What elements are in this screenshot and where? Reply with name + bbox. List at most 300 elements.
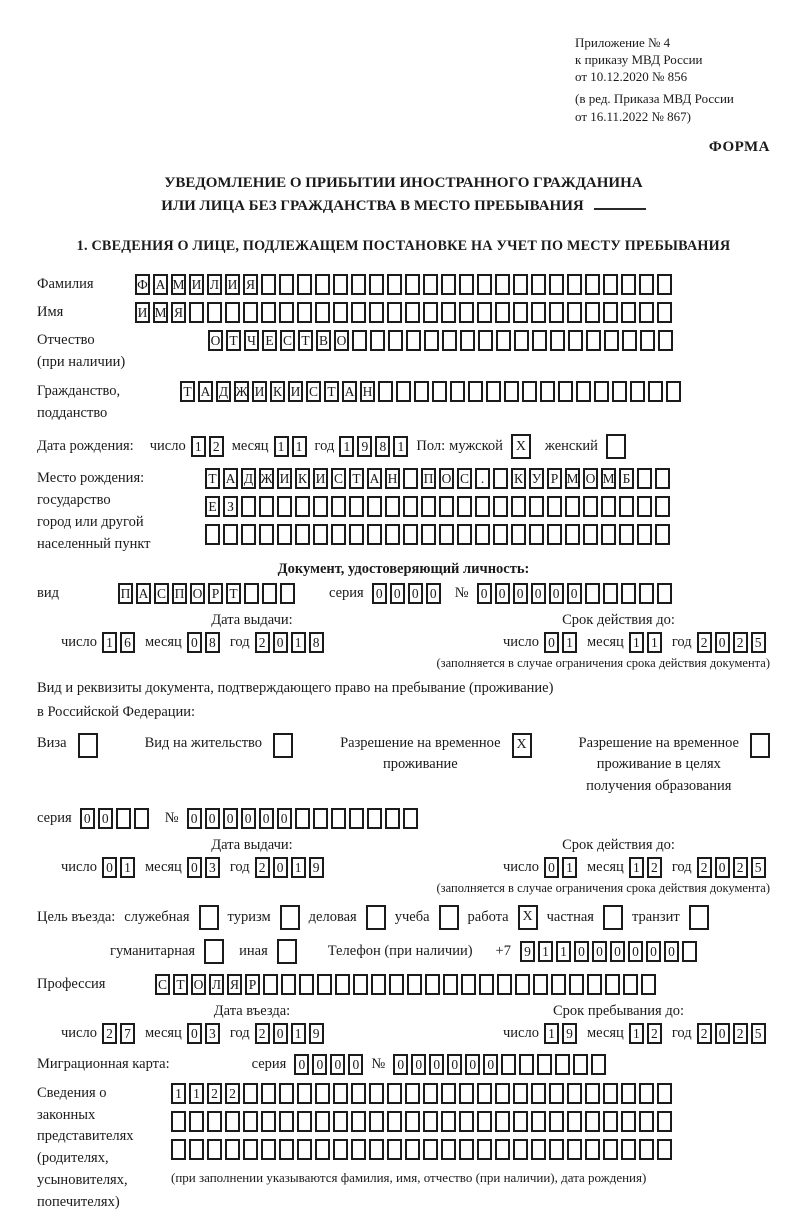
char-box[interactable]	[622, 330, 637, 351]
char-box[interactable]	[349, 496, 364, 517]
char-box[interactable]	[532, 330, 547, 351]
char-box[interactable]	[207, 1139, 222, 1160]
char-box[interactable]	[439, 905, 459, 930]
char-box[interactable]	[385, 524, 400, 545]
char-box[interactable]	[576, 381, 591, 402]
char-box[interactable]	[423, 1111, 438, 1132]
char-box[interactable]	[243, 1139, 258, 1160]
char-box[interactable]: 2	[102, 1023, 117, 1044]
char-box[interactable]: С	[280, 330, 295, 351]
char-box[interactable]: 0	[411, 1054, 426, 1075]
entry-month-boxes[interactable]	[187, 1023, 220, 1044]
representatives-boxes-row2[interactable]	[171, 1111, 672, 1132]
char-box[interactable]	[259, 524, 274, 545]
char-box[interactable]	[403, 524, 418, 545]
char-box[interactable]	[403, 808, 418, 829]
stay-day-boxes[interactable]	[544, 1023, 577, 1044]
char-box[interactable]	[460, 330, 475, 351]
migration-series-boxes[interactable]	[294, 1054, 363, 1075]
char-box[interactable]: П	[118, 583, 133, 604]
char-box[interactable]	[297, 274, 312, 295]
char-box[interactable]	[134, 808, 149, 829]
patronymic-boxes[interactable]	[208, 330, 673, 351]
char-box[interactable]	[333, 274, 348, 295]
char-box[interactable]	[619, 524, 634, 545]
char-box[interactable]: 9	[562, 1023, 577, 1044]
char-box[interactable]: М	[153, 302, 168, 323]
char-box[interactable]	[459, 1083, 474, 1104]
char-box[interactable]	[666, 381, 681, 402]
char-box[interactable]	[385, 496, 400, 517]
char-box[interactable]	[205, 524, 220, 545]
char-box[interactable]	[468, 381, 483, 402]
char-box[interactable]	[171, 1139, 186, 1160]
char-box[interactable]	[568, 330, 583, 351]
char-box[interactable]: А	[198, 381, 213, 402]
char-box[interactable]: О	[208, 330, 223, 351]
char-box[interactable]	[603, 274, 618, 295]
char-box[interactable]: Н	[385, 468, 400, 489]
char-box[interactable]	[657, 1083, 672, 1104]
char-box[interactable]	[279, 1139, 294, 1160]
migration-number-boxes[interactable]	[393, 1054, 606, 1075]
char-box[interactable]	[547, 496, 562, 517]
char-box[interactable]: 1	[339, 436, 354, 457]
char-box[interactable]: 0	[273, 632, 288, 653]
char-box[interactable]	[587, 974, 602, 995]
char-box[interactable]	[478, 330, 493, 351]
char-box[interactable]	[262, 583, 277, 604]
char-box[interactable]	[421, 496, 436, 517]
char-box[interactable]: 0	[408, 583, 423, 604]
char-box[interactable]: Ж	[259, 468, 274, 489]
char-box[interactable]: 0	[98, 808, 113, 829]
char-box[interactable]: О	[191, 974, 206, 995]
char-box[interactable]	[549, 302, 564, 323]
char-box[interactable]: 1	[647, 632, 662, 653]
char-box[interactable]: 0	[187, 632, 202, 653]
char-box[interactable]: Я	[243, 274, 258, 295]
char-box[interactable]	[78, 733, 98, 758]
char-box[interactable]	[511, 496, 526, 517]
char-box[interactable]: Н	[360, 381, 375, 402]
char-box[interactable]	[639, 302, 654, 323]
entry-year-boxes[interactable]	[255, 1023, 324, 1044]
char-box[interactable]	[315, 302, 330, 323]
res-series-boxes[interactable]	[80, 808, 149, 829]
char-box[interactable]: Д	[216, 381, 231, 402]
char-box[interactable]	[261, 274, 276, 295]
char-box[interactable]	[423, 302, 438, 323]
char-box[interactable]	[529, 496, 544, 517]
char-box[interactable]: А	[367, 468, 382, 489]
char-box[interactable]	[513, 1111, 528, 1132]
res-issue-day-boxes[interactable]	[102, 857, 135, 878]
char-box[interactable]: И	[277, 468, 292, 489]
char-box[interactable]	[630, 381, 645, 402]
char-box[interactable]: 0	[549, 583, 564, 604]
char-box[interactable]: 0	[241, 808, 256, 829]
char-box[interactable]	[351, 1083, 366, 1104]
char-box[interactable]: А	[136, 583, 151, 604]
char-box[interactable]	[263, 974, 278, 995]
char-box[interactable]	[639, 274, 654, 295]
char-box[interactable]: Р	[245, 974, 260, 995]
res-issue-month-boxes[interactable]	[187, 857, 220, 878]
char-box[interactable]	[424, 330, 439, 351]
char-box[interactable]	[432, 381, 447, 402]
char-box[interactable]	[273, 733, 293, 758]
char-box[interactable]: 9	[520, 941, 535, 962]
char-box[interactable]	[277, 496, 292, 517]
char-box[interactable]	[477, 1111, 492, 1132]
char-box[interactable]: М	[601, 468, 616, 489]
char-box[interactable]	[315, 274, 330, 295]
char-box[interactable]: 9	[309, 1023, 324, 1044]
char-box[interactable]	[406, 330, 421, 351]
char-box[interactable]: Т	[226, 583, 241, 604]
char-box[interactable]	[639, 1083, 654, 1104]
char-box[interactable]: 1	[556, 941, 571, 962]
char-box[interactable]: 1	[291, 1023, 306, 1044]
char-box[interactable]	[601, 524, 616, 545]
char-box[interactable]: П	[172, 583, 187, 604]
char-box[interactable]: 1	[171, 1083, 186, 1104]
stay-month-boxes[interactable]	[629, 1023, 662, 1044]
char-box[interactable]	[549, 274, 564, 295]
char-box[interactable]	[261, 1111, 276, 1132]
char-box[interactable]	[441, 1083, 456, 1104]
char-box[interactable]: 0	[531, 583, 546, 604]
char-box[interactable]: 0	[102, 857, 117, 878]
char-box[interactable]	[295, 808, 310, 829]
char-box[interactable]	[555, 1054, 570, 1075]
char-box[interactable]	[351, 1111, 366, 1132]
char-box[interactable]: 0	[592, 941, 607, 962]
char-box[interactable]	[537, 1054, 552, 1075]
char-box[interactable]	[335, 974, 350, 995]
char-box[interactable]: 0	[273, 1023, 288, 1044]
char-box[interactable]	[621, 1111, 636, 1132]
char-box[interactable]	[583, 524, 598, 545]
issue-month-boxes[interactable]	[187, 632, 220, 653]
char-box[interactable]	[531, 1139, 546, 1160]
char-box[interactable]: 0	[465, 1054, 480, 1075]
char-box[interactable]: Т	[324, 381, 339, 402]
char-box[interactable]: Т	[349, 468, 364, 489]
char-box[interactable]	[493, 496, 508, 517]
char-box[interactable]	[457, 524, 472, 545]
char-box[interactable]	[297, 1083, 312, 1104]
char-box[interactable]: С	[154, 583, 169, 604]
char-box[interactable]: Д	[241, 468, 256, 489]
char-box[interactable]	[637, 524, 652, 545]
char-box[interactable]	[207, 302, 222, 323]
char-box[interactable]: 1	[189, 1083, 204, 1104]
char-box[interactable]	[513, 302, 528, 323]
char-box[interactable]	[603, 302, 618, 323]
char-box[interactable]	[586, 330, 601, 351]
char-box[interactable]	[639, 583, 654, 604]
char-box[interactable]: 8	[375, 436, 390, 457]
char-box[interactable]	[639, 1111, 654, 1132]
char-box[interactable]	[567, 1111, 582, 1132]
char-box[interactable]	[333, 1111, 348, 1132]
doc-series-boxes[interactable]	[372, 583, 441, 604]
char-box[interactable]: 5	[751, 632, 766, 653]
char-box[interactable]	[385, 808, 400, 829]
char-box[interactable]	[504, 381, 519, 402]
char-box[interactable]: 0	[259, 808, 274, 829]
char-box[interactable]	[495, 302, 510, 323]
char-box[interactable]: 7	[120, 1023, 135, 1044]
char-box[interactable]	[477, 1083, 492, 1104]
char-box[interactable]: 3	[205, 857, 220, 878]
char-box[interactable]	[295, 524, 310, 545]
profession-boxes[interactable]	[155, 974, 656, 995]
char-box[interactable]: К	[511, 468, 526, 489]
char-box[interactable]	[199, 905, 219, 930]
char-box[interactable]	[225, 1139, 240, 1160]
char-box[interactable]: Р	[547, 468, 562, 489]
char-box[interactable]	[612, 381, 627, 402]
char-box[interactable]: 2	[697, 632, 712, 653]
char-box[interactable]	[621, 583, 636, 604]
char-box[interactable]: И	[313, 468, 328, 489]
char-box[interactable]: X	[511, 434, 531, 459]
char-box[interactable]	[261, 302, 276, 323]
char-box[interactable]	[531, 1111, 546, 1132]
char-box[interactable]: 0	[483, 1054, 498, 1075]
char-box[interactable]	[519, 1054, 534, 1075]
char-box[interactable]	[396, 381, 411, 402]
char-box[interactable]: 1	[629, 632, 644, 653]
char-box[interactable]	[459, 302, 474, 323]
char-box[interactable]	[223, 524, 238, 545]
char-box[interactable]: Л	[207, 274, 222, 295]
char-box[interactable]	[603, 1111, 618, 1132]
char-box[interactable]	[331, 808, 346, 829]
char-box[interactable]	[501, 1054, 516, 1075]
res-issue-year-boxes[interactable]	[255, 857, 324, 878]
char-box[interactable]: 2	[209, 436, 224, 457]
char-box[interactable]	[439, 524, 454, 545]
char-box[interactable]: О	[439, 468, 454, 489]
entry-day-boxes[interactable]	[102, 1023, 135, 1044]
char-box[interactable]	[333, 1083, 348, 1104]
char-box[interactable]	[405, 274, 420, 295]
stay-year-boxes[interactable]	[697, 1023, 766, 1044]
char-box[interactable]: 6	[120, 632, 135, 653]
res-valid-day-boxes[interactable]	[544, 857, 577, 878]
char-box[interactable]	[648, 381, 663, 402]
char-box[interactable]	[423, 1083, 438, 1104]
char-box[interactable]	[567, 274, 582, 295]
char-box[interactable]	[369, 302, 384, 323]
char-box[interactable]: 0	[715, 632, 730, 653]
purpose-tourism-checkbox[interactable]	[280, 905, 300, 930]
char-box[interactable]	[423, 1139, 438, 1160]
char-box[interactable]: 1	[562, 857, 577, 878]
char-box[interactable]	[351, 274, 366, 295]
char-box[interactable]: 1	[562, 632, 577, 653]
char-box[interactable]: 2	[255, 857, 270, 878]
char-box[interactable]: 0	[205, 808, 220, 829]
char-box[interactable]	[689, 905, 709, 930]
char-box[interactable]	[531, 1083, 546, 1104]
char-box[interactable]: П	[421, 468, 436, 489]
char-box[interactable]: Т	[226, 330, 241, 351]
char-box[interactable]	[475, 524, 490, 545]
char-box[interactable]: 5	[751, 1023, 766, 1044]
char-box[interactable]: 0	[429, 1054, 444, 1075]
char-box[interactable]	[486, 381, 501, 402]
purpose-transit-checkbox[interactable]	[689, 905, 709, 930]
char-box[interactable]: 1	[102, 632, 117, 653]
valid-year-boxes[interactable]	[697, 632, 766, 653]
char-box[interactable]: Р	[208, 583, 223, 604]
char-box[interactable]	[241, 496, 256, 517]
char-box[interactable]	[387, 302, 402, 323]
char-box[interactable]: К	[270, 381, 285, 402]
char-box[interactable]	[513, 1083, 528, 1104]
char-box[interactable]	[641, 974, 656, 995]
char-box[interactable]	[425, 974, 440, 995]
char-box[interactable]	[204, 939, 224, 964]
char-box[interactable]	[621, 274, 636, 295]
char-box[interactable]	[299, 974, 314, 995]
char-box[interactable]	[567, 1139, 582, 1160]
char-box[interactable]	[189, 1111, 204, 1132]
char-box[interactable]: Е	[205, 496, 220, 517]
char-box[interactable]	[369, 1111, 384, 1132]
char-box[interactable]	[388, 330, 403, 351]
char-box[interactable]	[459, 274, 474, 295]
char-box[interactable]: 0	[574, 941, 589, 962]
purpose-humanitarian-checkbox[interactable]	[204, 939, 224, 964]
char-box[interactable]	[604, 330, 619, 351]
char-box[interactable]	[531, 274, 546, 295]
char-box[interactable]	[313, 808, 328, 829]
char-box[interactable]	[585, 1139, 600, 1160]
char-box[interactable]	[367, 496, 382, 517]
char-box[interactable]	[351, 1139, 366, 1160]
given-name-boxes[interactable]	[135, 302, 672, 323]
char-box[interactable]: 0	[567, 583, 582, 604]
gender-male-checkbox[interactable]	[511, 434, 531, 459]
temp-residence-checkbox[interactable]	[512, 733, 532, 758]
char-box[interactable]: 1	[292, 436, 307, 457]
char-box[interactable]: 9	[309, 857, 324, 878]
char-box[interactable]	[261, 1139, 276, 1160]
char-box[interactable]: 2	[733, 632, 748, 653]
char-box[interactable]	[366, 905, 386, 930]
char-box[interactable]	[657, 1139, 672, 1160]
char-box[interactable]: С	[155, 974, 170, 995]
char-box[interactable]	[533, 974, 548, 995]
char-box[interactable]	[605, 974, 620, 995]
res-valid-month-boxes[interactable]	[629, 857, 662, 878]
char-box[interactable]	[441, 1111, 456, 1132]
char-box[interactable]: 2	[207, 1083, 222, 1104]
char-box[interactable]	[279, 1083, 294, 1104]
char-box[interactable]	[477, 302, 492, 323]
char-box[interactable]: 0	[187, 808, 202, 829]
char-box[interactable]: 2	[647, 857, 662, 878]
char-box[interactable]: 2	[255, 632, 270, 653]
char-box[interactable]: 0	[715, 857, 730, 878]
char-box[interactable]	[493, 468, 508, 489]
char-box[interactable]: А	[223, 468, 238, 489]
char-box[interactable]: 0	[513, 583, 528, 604]
char-box[interactable]: 9	[357, 436, 372, 457]
char-box[interactable]	[459, 1139, 474, 1160]
char-box[interactable]: Ф	[135, 274, 150, 295]
char-box[interactable]: 0	[294, 1054, 309, 1075]
char-box[interactable]	[682, 941, 697, 962]
char-box[interactable]	[513, 1139, 528, 1160]
char-box[interactable]: Е	[262, 330, 277, 351]
char-box[interactable]	[515, 974, 530, 995]
char-box[interactable]	[750, 733, 770, 758]
char-box[interactable]	[189, 1139, 204, 1160]
doc-kind-boxes[interactable]	[118, 583, 295, 604]
char-box[interactable]: С	[457, 468, 472, 489]
char-box[interactable]	[371, 974, 386, 995]
char-box[interactable]: 0	[544, 857, 559, 878]
char-box[interactable]: С	[331, 468, 346, 489]
char-box[interactable]	[496, 330, 511, 351]
char-box[interactable]: 1	[120, 857, 135, 878]
char-box[interactable]	[280, 583, 295, 604]
char-box[interactable]	[317, 974, 332, 995]
char-box[interactable]	[439, 496, 454, 517]
char-box[interactable]	[277, 939, 297, 964]
char-box[interactable]	[421, 524, 436, 545]
char-box[interactable]	[477, 1139, 492, 1160]
issue-year-boxes[interactable]	[255, 632, 324, 653]
char-box[interactable]	[387, 274, 402, 295]
char-box[interactable]: А	[342, 381, 357, 402]
char-box[interactable]	[621, 1083, 636, 1104]
char-box[interactable]	[639, 1139, 654, 1160]
char-box[interactable]	[331, 496, 346, 517]
char-box[interactable]	[603, 1083, 618, 1104]
char-box[interactable]	[531, 302, 546, 323]
char-box[interactable]	[569, 974, 584, 995]
char-box[interactable]: 1	[538, 941, 553, 962]
char-box[interactable]	[657, 274, 672, 295]
char-box[interactable]	[623, 974, 638, 995]
char-box[interactable]	[297, 1139, 312, 1160]
char-box[interactable]	[171, 1111, 186, 1132]
representatives-boxes-row3[interactable]	[171, 1139, 672, 1160]
char-box[interactable]	[621, 1139, 636, 1160]
char-box[interactable]	[331, 524, 346, 545]
char-box[interactable]	[540, 381, 555, 402]
char-box[interactable]: Ч	[244, 330, 259, 351]
char-box[interactable]: И	[189, 274, 204, 295]
char-box[interactable]: 8	[205, 632, 220, 653]
gender-female-checkbox[interactable]	[606, 434, 626, 459]
char-box[interactable]: Т	[298, 330, 313, 351]
char-box[interactable]	[295, 496, 310, 517]
char-box[interactable]	[405, 1111, 420, 1132]
char-box[interactable]: И	[288, 381, 303, 402]
char-box[interactable]: 0	[447, 1054, 462, 1075]
char-box[interactable]: С	[306, 381, 321, 402]
char-box[interactable]: 0	[390, 583, 405, 604]
